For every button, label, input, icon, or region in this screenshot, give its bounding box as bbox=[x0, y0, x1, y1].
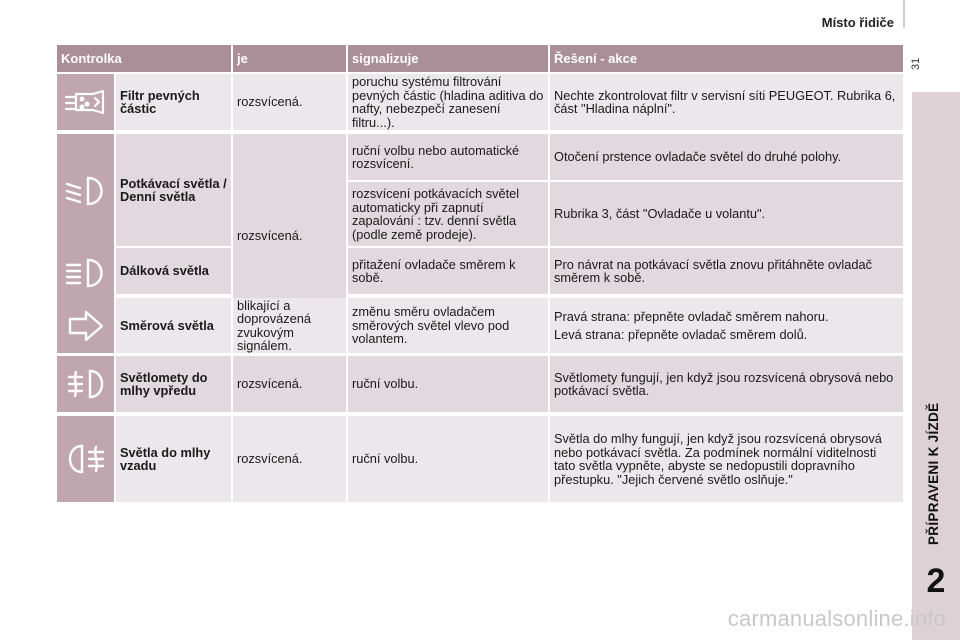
front-fog-lamp-icon bbox=[66, 367, 106, 401]
lamp-action-mlhy-vpredu: Světlomety fungují, jen když jsou rozsvícená obrysová nebo potkávací světla. bbox=[550, 356, 903, 412]
chapter-number: 2 bbox=[926, 562, 946, 600]
column-header-signalizuje: signalizuje bbox=[348, 45, 548, 72]
icon-cell bbox=[57, 416, 114, 502]
lamp-name-mlhy-vzadu: Světla do mlhy vzadu bbox=[116, 416, 231, 502]
lamp-signal-filtr: poruchu systému filtrování pevných částic (hladina aditiva do nafty, nebezpečí zanesení filtru...). bbox=[348, 74, 548, 130]
lamp-signal-smerova: změnu směru ovladačem směrových světel vlevo pod volantem. bbox=[348, 298, 548, 353]
lamp-name-dalkova: Dálková světla bbox=[116, 248, 231, 294]
lamp-state-mlhy-vzadu: rozsvícená. bbox=[233, 416, 346, 502]
lamp-signal-mlhy-vpredu: ruční volbu. bbox=[348, 356, 548, 412]
lamp-name-filtr: Filtr pevných částic bbox=[116, 74, 231, 130]
lamp-signal-potkavaci-auto: rozsvícení potkávacích světel automaticky při zapnutí zapalování : tzv. denní světla (podle země prodeje). bbox=[348, 182, 548, 246]
chapter-title: PŘÍPRAVENI K JÍZDĚ bbox=[926, 402, 941, 545]
lamp-action-dalkova: Pro návrat na potkávací světla znovu přitáhněte ovladač směrem k sobě. bbox=[550, 248, 903, 294]
lamp-state-smerova: blikající a doprovázená zvukovým signálem. bbox=[233, 298, 346, 353]
particle-filter-icon bbox=[63, 87, 109, 117]
lamp-name-mlhy-vpredu: Světlomety do mlhy vpředu bbox=[116, 356, 231, 412]
main-beam-icon bbox=[64, 256, 108, 290]
dipped-beam-icon bbox=[64, 174, 108, 208]
lamp-signal-potkavaci-manual: ruční volbu nebo automatické rozsvícení. bbox=[348, 134, 548, 180]
direction-indicator-icon bbox=[66, 309, 106, 343]
lamp-action-filtr: Nechte zkontrolovat filtr v servisní síti PEUGEOT. Rubrika 6, část "Hladina náplní". bbox=[550, 74, 903, 130]
page-header-title: Místo řidiče bbox=[821, 15, 894, 30]
icon-cell bbox=[57, 74, 114, 130]
lamp-action-smerova bbox=[550, 298, 903, 353]
lamp-action-smerova-right: Pravá strana: přepněte ovladač směrem nahoru. bbox=[554, 308, 829, 324]
header-divider bbox=[903, 0, 905, 28]
lamp-signal-dalkova: přitažení ovladače směrem k sobě. bbox=[348, 248, 548, 294]
column-header-kontrolka: Kontrolka bbox=[57, 45, 231, 72]
rear-fog-lamp-icon bbox=[66, 442, 106, 476]
page-number: 31 bbox=[910, 57, 922, 70]
lamp-signal-mlhy-vzadu: ruční volbu. bbox=[348, 416, 548, 502]
lamp-name-smerova: Směrová světla bbox=[116, 298, 231, 353]
column-header-je: je bbox=[233, 45, 346, 72]
column-header-reseni: Řešení - akce bbox=[550, 45, 903, 72]
lamp-action-potkavaci-manual: Otočení prstence ovladače světel do druhé polohy. bbox=[550, 134, 903, 180]
icon-cell bbox=[57, 298, 114, 353]
lamp-state-potkavaci: rozsvícená. bbox=[233, 134, 346, 337]
icon-cell bbox=[57, 356, 114, 412]
lamp-state-mlhy-vpredu: rozsvícená. bbox=[233, 356, 346, 412]
lamp-state-filtr: rozsvícená. bbox=[233, 74, 346, 130]
lamp-action-potkavaci-auto: Rubrika 3, část "Ovladače u volantu". bbox=[550, 182, 903, 246]
lamp-action-smerova-left: Levá strana: přepněte ovladač směrem dolů. bbox=[554, 327, 808, 342]
lamp-action-mlhy-vzadu: Světla do mlhy fungují, jen když jsou rozsvícená obrysová nebo potkávací světla. Za podmínek normální viditelnosti tato světla vypněte, abyste se nedopustili dopravního přestupku. "Jejich červené světlo oslňuje." bbox=[550, 416, 903, 502]
watermark: carmanualsonline.info bbox=[727, 606, 946, 631]
chapter-side-tab bbox=[912, 92, 960, 640]
lamp-name-potkavaci: Potkávací světla / Denní světla bbox=[116, 134, 231, 246]
